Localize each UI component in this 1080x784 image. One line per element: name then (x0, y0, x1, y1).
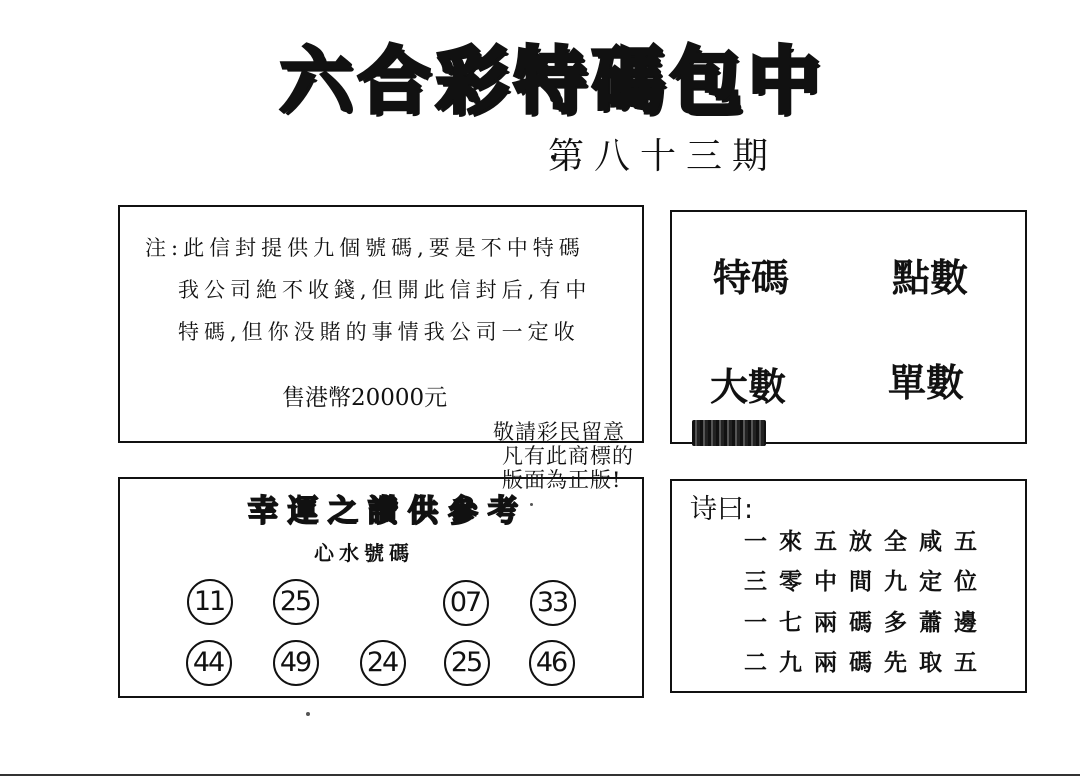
poem-line: 一來五放全咸五 (744, 528, 989, 555)
poem-line: 二九兩碼先取五 (744, 649, 989, 676)
number-ball-value: 49 (279, 647, 311, 678)
number-ball-value: 46 (535, 647, 567, 678)
ad-note-line: 凡有此商標的 (502, 444, 634, 468)
number-ball-value: 24 (366, 647, 398, 678)
bet-type-label: 大數 (710, 365, 787, 409)
ad-note-line: 版面為正版! (502, 468, 622, 492)
price-text: 售港幣20000元 (282, 385, 448, 411)
number-ball (529, 640, 575, 686)
number-ball-value: 11 (193, 586, 225, 617)
notice-line: 特碼,但你没賭的事情我公司一定收 (178, 320, 580, 344)
number-ball (360, 640, 406, 686)
poem-line: 三零中間九定位 (744, 568, 989, 595)
trademark-stamp (692, 420, 766, 446)
number-ball-value: 07 (449, 587, 481, 618)
number-ball (443, 580, 489, 626)
number-ball-value: 25 (279, 586, 311, 617)
scan-edge-line (0, 774, 1080, 776)
bet-type-label: 特碼 (713, 256, 790, 300)
bet-type-label: 點數 (892, 256, 969, 300)
number-ball (444, 640, 490, 686)
scan-speck (530, 503, 533, 506)
number-ball-value: 44 (192, 647, 224, 678)
scan-speck (306, 712, 310, 716)
number-ball (530, 580, 576, 626)
bet-type-label: 單數 (888, 361, 965, 405)
poem-line: 一七兩碼多蕭邊 (744, 609, 989, 636)
number-ball (186, 640, 232, 686)
number-ball-value: 33 (536, 587, 568, 618)
page-title: 六合彩特碼包中 (280, 38, 827, 123)
lucky-subtitle: 心水號碼 (314, 541, 414, 565)
number-ball-value: 25 (450, 647, 482, 678)
issue-number: 第八十三期 (548, 136, 779, 177)
number-ball (187, 579, 233, 625)
number-ball (273, 640, 319, 686)
number-ball (273, 579, 319, 625)
notice-line: 我公司絶不收錢,但開此信封后,有中 (178, 278, 592, 302)
poem-label: 诗曰: (690, 494, 754, 525)
notice-line: 注:此信封提供九個號碼,要是不中特碼 (145, 236, 585, 260)
lucky-title: 幸運之讚供參考 (248, 494, 528, 529)
ad-note-line: 敬請彩民留意 (493, 420, 625, 444)
